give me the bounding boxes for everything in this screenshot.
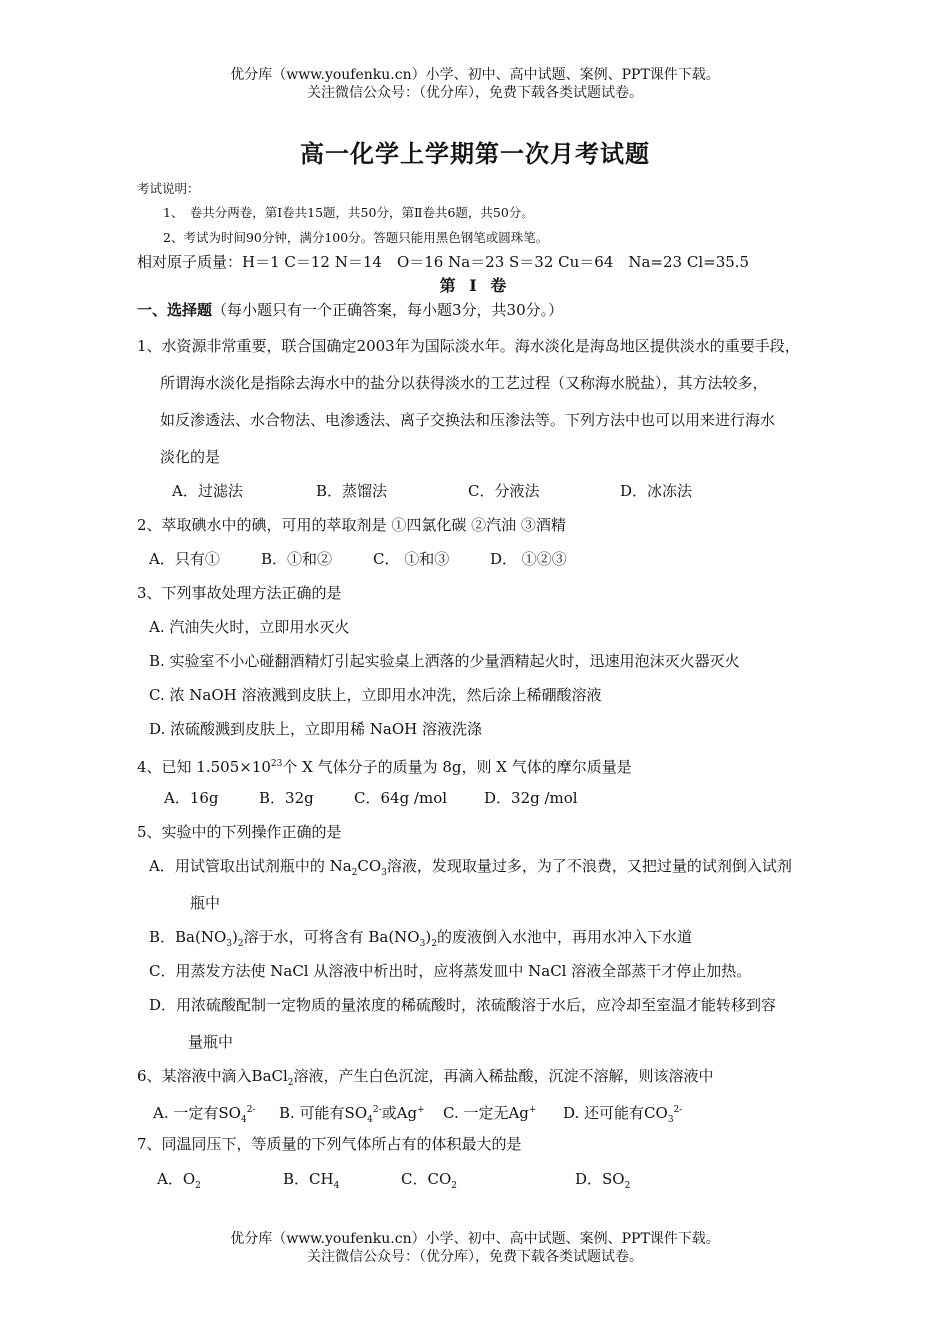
q6-stem-pre: 6、某溶液中滴入BaCl (137, 1067, 288, 1085)
q4-option-b: B．32g (259, 789, 314, 807)
q1-line-1: 1、水资源非常重要，联合国确定2003年为国际淡水年。海水淡化是海岛地区提供淡水的重要手段， (137, 337, 800, 355)
q6-d-sub: 3 (667, 1115, 674, 1125)
q6-b-sub: 4 (367, 1115, 373, 1125)
q4-option-a: A．16g (164, 789, 219, 807)
q7-d-text: D．SO (575, 1170, 625, 1188)
q7-option-c (401, 1169, 575, 1196)
q1-option-a: A．过滤法 (172, 482, 243, 500)
q5-b-mid-2: 溶于水，可将含有 Ba(NO (243, 928, 420, 946)
instructions-item-1: 1、 卷共分两卷，第Ⅰ卷共15题，共50分，第Ⅱ卷共6题，共50分。 (163, 205, 534, 220)
q6-options (153, 1100, 682, 1130)
instructions-item-2: 2、考试为时间90分钟，满分100分。答题只能用黑色钢笔或圆珠笔。 (163, 230, 549, 245)
q1-options (172, 481, 692, 501)
q2-option-b: B．①和② (261, 550, 333, 568)
q5-option-a-cont: 瓶中 (190, 894, 221, 912)
q6-c-sup: + (528, 1105, 537, 1115)
q7-c-text: C．CO (401, 1170, 452, 1188)
q5-b-sub-4: 2 (431, 939, 437, 949)
q5-a-sub-2: 3 (381, 868, 387, 878)
q7-b-text: B．CH (283, 1170, 334, 1188)
q2-option-d: D． ①②③ (490, 550, 567, 568)
q5-option-d: D．用浓硫酸配制一定物质的量浓度的稀硫酸时，浓硫酸溶于水后，应冷却至室温才能转移到容 (149, 996, 777, 1014)
q7-stem: 7、同温同压下，等质量的下列气体所占有的体积最大的是 (137, 1135, 522, 1153)
q1-line-2: 所谓海水淡化是指除去海水中的盐分以获得淡水的工艺过程（又称海水脱盐），其方法较多， (160, 374, 768, 392)
q4-option-d: D．32g /mol (484, 789, 578, 807)
section-label: 一、选择题 (137, 301, 213, 319)
header-line-2: 关注微信公众号：（优分库），免费下载各类试题试卷。 (307, 85, 643, 101)
q5-b-sub-2: 2 (237, 939, 244, 949)
q1-line-4: 淡化的是 (160, 448, 221, 466)
q6-stem-sub: 2 (287, 1078, 294, 1088)
q4-options (164, 788, 578, 808)
q4-stem (137, 754, 632, 777)
q6-option-a (153, 1100, 279, 1130)
q5-a-post: 溶液，发现取量过多，为了不浪费，又把过量的试剂倒入试剂 (386, 857, 792, 875)
q1-line-3: 如反渗透法、水合物法、电渗透法、离子交换法和压渗法等。下列方法中也可以用来进行海水 (160, 411, 776, 429)
section-note: （每小题只有一个正确答案，每小题3分，共30分。） (212, 301, 564, 319)
footer-line-1: 优分库（www.youfenku.cn）小学、初中、高中试题、案例、PPT课件下载。 (230, 1231, 720, 1247)
q3-option-c: C. 浓 NaOH 溶液溅到皮肤上，立即用水冲洗，然后涂上稀硼酸溶液 (149, 686, 602, 704)
q6-c-text: C. 一定无Ag (443, 1104, 529, 1122)
q6-b-sup-2: + (417, 1105, 425, 1115)
q6-a-text: A. 一定有SO (153, 1104, 241, 1122)
q7-a-text: A．O (157, 1170, 196, 1188)
q2-option-a: A．只有① (149, 550, 220, 568)
q5-b-mid: ) (232, 928, 238, 946)
q2-options (149, 549, 567, 569)
q6-option-d (563, 1100, 682, 1130)
q3-option-d: D. 浓硫酸溅到皮肤上，立即用稀 NaOH 溶液洗涤 (149, 720, 483, 738)
q3-option-a: A. 汽油失火时，立即用水灭火 (149, 618, 350, 636)
atomic-mass: 相对原子质量：H＝1 C＝12 N＝14 O＝16 Na＝23 S＝32 Cu＝64 Na=23 Cl=35.5 (137, 253, 750, 271)
q6-a-sup: 2- (246, 1105, 256, 1115)
q1-option-b: B．蒸馏法 (316, 482, 388, 500)
q5-stem: 5、实验中的下列操作正确的是 (137, 823, 342, 841)
q5-b-mid-3: ) (425, 928, 432, 946)
q6-b-sup: 2- (372, 1105, 382, 1115)
q1-option-d: D．冰冻法 (620, 482, 693, 500)
q5-b-sub-1: 3 (226, 939, 232, 949)
q5-a-mid: CO (357, 857, 382, 875)
q7-options (157, 1169, 630, 1196)
q5-b-pre: B．Ba(NO (149, 928, 227, 946)
q5-a-pre: A．用试管取出试剂瓶中的 Na (149, 857, 352, 875)
header-line-1: 优分库（www.youfenku.cn）小学、初中、高中试题、案例、PPT课件下载。 (230, 67, 720, 83)
q2-option-c: C． ①和③ (373, 550, 450, 568)
q6-d-text: D. 还可能有CO (563, 1104, 668, 1122)
q7-c-sub: 2 (451, 1181, 457, 1191)
q1-option-c: C．分液法 (468, 482, 540, 500)
q2-stem: 2、萃取碘水中的碘，可用的萃取剂是 ①四氯化碳 ②汽油 ③酒精 (137, 516, 566, 534)
q5-option-b (149, 927, 692, 954)
instructions-heading: 考试说明： (137, 181, 200, 196)
q6-b-mid: 或Ag (381, 1104, 418, 1122)
q5-a-sub-1: 2 (351, 868, 358, 878)
q5-option-c: C．用蒸发方法使 NaCl 从溶液中析出时，应将蒸发皿中 NaCl 溶液全部蒸干才停止加热。 (149, 962, 752, 980)
q4-option-c: C．64g /mol (354, 789, 448, 807)
q6-option-c (443, 1100, 563, 1123)
q7-b-sub: 4 (333, 1181, 340, 1191)
q6-b-text: B. 可能有SO (279, 1104, 368, 1122)
q7-a-sub: 2 (195, 1181, 201, 1191)
section-heading (137, 300, 563, 320)
q6-option-b (279, 1100, 443, 1130)
q3-option-b: B. 实验室不小心碰翻酒精灯引起实验桌上洒落的少量酒精起火时，迅速用泡沫灭火器灭火 (149, 652, 740, 670)
q5-option-d-cont: 量瓶中 (188, 1033, 234, 1051)
q7-d-sub: 2 (624, 1181, 631, 1191)
q5-option-a (149, 856, 792, 883)
page-title: 高一化学上学期第一次月考试题 (300, 139, 650, 168)
footer-line-2: 关注微信公众号：（优分库），免费下载各类试题试卷。 (307, 1249, 643, 1265)
q6-a-sub: 4 (240, 1115, 247, 1125)
q6-d-sup: 2- (673, 1105, 683, 1115)
q3-stem: 3、下列事故处理方法正确的是 (137, 584, 342, 602)
q7-option-a (157, 1169, 283, 1196)
q4-exponent: 23 (270, 759, 283, 769)
q4-stem-post: 个 X 气体分子的质量为 8g，则 X 气体的摩尔质量是 (282, 758, 632, 776)
volume-heading: 第 Ⅰ 卷 (439, 276, 511, 295)
q4-stem-pre: 4、已知 1.505×10 (137, 758, 271, 776)
q7-option-b (283, 1169, 401, 1196)
q6-stem-post: 溶液，产生白色沉淀，再滴入稀盐酸，沉淀不溶解，则该溶液中 (293, 1067, 714, 1085)
q5-b-sub-3: 3 (419, 939, 426, 949)
q5-b-post: 的废液倒入水池中，再用水冲入下水道 (436, 928, 692, 946)
q6-stem (137, 1066, 714, 1093)
q7-option-d (575, 1169, 630, 1196)
